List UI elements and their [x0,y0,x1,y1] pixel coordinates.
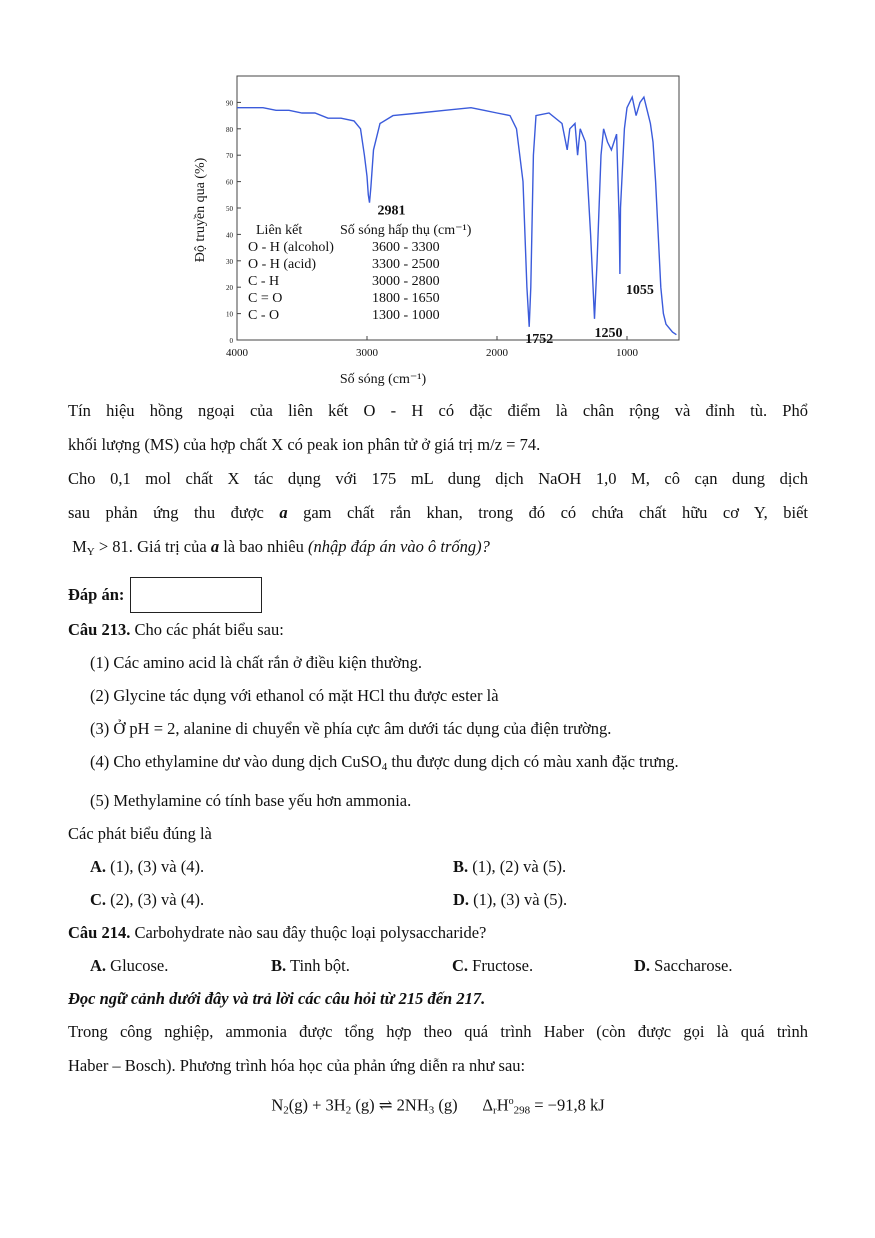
peak-label-2981: 2981 [377,203,406,219]
y-tick-label: 40 [226,231,233,240]
peak-label-1752: 1752 [525,331,554,347]
paragraph-reaction-2 [68,496,808,530]
variable-a: a [210,537,220,556]
y-tick-label: 60 [226,178,233,187]
x-tick-label: 1000 [616,347,638,359]
text-fragment: thu được dung dịch có màu xanh đặc trưng. [387,752,679,771]
option-d[interactable] [453,883,567,916]
text-fragment: là bao nhiêu [219,537,308,556]
statement-1: (1) Các amino acid là chất rắn ở điều kiện thường. [90,653,422,672]
option-c[interactable] [452,949,634,982]
x-axis-ticks [226,336,639,359]
option-key: D. [634,956,651,975]
answer-row [68,577,808,613]
enthalpy-temp: 298 [513,1104,531,1117]
peak-label-1250: 1250 [594,325,623,341]
text-fragment: gam chất rắn khan, trong đó có chứa chất hữu cơ Y, biết [303,503,808,522]
legend-row-4-bond: C = O [248,291,283,306]
legend-row-4-range: 1800 - 1650 [372,291,440,306]
legend-table [248,223,472,323]
enthalpy-standard: o [508,1096,514,1107]
option-b[interactable] [453,850,566,883]
question-213 [68,613,808,646]
question-213-options-row-1 [90,850,808,883]
document-body [68,394,808,1128]
text-fragment: Giá trị của [132,537,211,556]
formula-subscript: 4 [381,761,388,773]
option-key: B. [453,857,469,876]
option-a[interactable] [90,949,271,982]
eq-n2: N [271,1095,284,1115]
spectrum-line [237,97,676,335]
enthalpy-value: = −91,8 kJ [530,1095,605,1115]
option-key: B. [271,956,287,975]
option-text: Tinh bột. [286,956,350,975]
y-tick-label: 70 [226,152,233,161]
formula-cuso4: CuSO [341,752,382,771]
peak-label-1055: 1055 [625,283,654,298]
y-tick-label: 0 [229,337,233,345]
legend-row-2-range: 3300 - 2500 [372,257,440,272]
y-tick-label: 10 [226,310,233,319]
eq-sub: 2 [283,1104,289,1117]
context-heading: Đọc ngữ cảnh dưới đây và trả lời các câu hỏi từ 215 đến 217. [68,989,486,1008]
x-tick-label: 3000 [356,347,378,359]
option-text: (1), (2) và (5). [468,857,567,876]
legend-header-wavenumber: Số sóng hấp thụ (cm⁻¹) [340,223,472,238]
legend-row-2-bond: O - H (acid) [248,257,317,272]
paragraph-ms: khối lượng (MS) của hợp chất X có peak ion phân tử ở giá trị m/z = 74. [68,435,541,454]
eq-part: (g) [434,1095,458,1115]
option-text: Saccharose. [650,956,733,975]
enthalpy-h: H [496,1095,509,1115]
eq-part: (g) + 3H [288,1095,346,1115]
y-tick-label: 80 [226,125,233,134]
y-tick-label: 20 [226,284,233,293]
equilibrium-arrow-icon: ⇌ [378,1095,393,1115]
option-d[interactable] [634,949,733,982]
y-tick-label: 90 [226,99,233,108]
legend-row-3-bond: C - H [248,274,280,289]
x-axis-label: Số sóng (cm⁻¹) [339,372,427,387]
variable-a: a [279,503,288,522]
option-a[interactable] [90,850,453,883]
y-axis-ticks [226,99,241,345]
question-214-options [90,949,808,982]
context-paragraph-1: Trong công nghiệp, ammonia được tổng hợp theo quá trình Haber (còn được gọi là quá trình [68,1022,808,1041]
paragraph-reaction-1: Cho 0,1 mol chất X tác dụng với 175 mL dung dịch NaOH 1,0 M, cô cạn dung dịch [68,469,808,488]
statement-2: (2) Glycine tác dụng với ethanol có mặt HCl thu được ester là [90,686,499,705]
option-b[interactable] [271,949,452,982]
molar-mass-subscript: Y [86,546,95,558]
y-tick-label: 50 [226,205,233,213]
option-text: (1), (3) và (4). [106,857,205,876]
option-key: A. [90,956,107,975]
legend-row-1-bond: O - H (alcohol) [248,240,334,255]
option-text: Fructose. [468,956,534,975]
question-number: Câu 214. [68,923,131,942]
question-213-options-row-2 [90,883,808,916]
legend-row-5-range: 1300 - 1000 [372,308,440,323]
legend-header-bond: Liên kết [256,223,303,238]
question-number: Câu 213. [68,620,131,639]
legend-row-5-bond: C - O [248,308,280,323]
option-text: (2), (3) và (4). [106,890,205,909]
eq-nh3: 2NH [392,1095,429,1115]
question-214 [68,916,808,949]
option-key: C. [90,890,107,909]
text-fragment: sau phản ứng thu được [68,503,264,522]
statement-5: (5) Methylamine có tính base yếu hơn ammonia. [90,791,412,810]
x-tick-label: 4000 [226,347,248,359]
question-text: Cho các phát biểu sau: [130,620,284,639]
answer-input-box[interactable] [130,577,262,613]
option-c[interactable] [90,883,453,916]
statement-4 [90,745,808,784]
statement-3: (3) Ở pH = 2, alanine di chuyển về phía cực âm dưới tác dụng của điện trường. [90,719,612,738]
molar-mass-condition: > 81. [94,537,133,556]
option-text: (1), (3) và (5). [469,890,568,909]
text-fragment: (4) Cho ethylamine dư vào dung dịch [90,752,342,771]
eq-sub: 3 [428,1104,435,1117]
paragraph-question [68,530,808,569]
eq-part: (g) [351,1095,379,1115]
ir-spectrum-chart [180,70,700,390]
option-key: C. [452,956,469,975]
y-axis-label: Độ truyền qua (%) [193,157,208,263]
enthalpy-r: r [493,1104,497,1117]
option-key: A. [90,857,107,876]
enthalpy-delta: Δ [482,1095,494,1115]
answer-label: Đáp án: [68,585,125,604]
haber-equation [68,1085,808,1128]
legend-row-3-range: 3000 - 2800 [372,274,440,289]
legend-row-1-range: 3600 - 3300 [372,240,440,255]
question-text: Carbohydrate nào sau đây thuộc loại polysaccharide? [130,923,487,942]
context-paragraph-2: Haber – Bosch). Phương trình hóa học của phản ứng diễn ra như sau: [68,1056,526,1075]
option-text: Glucose. [106,956,169,975]
molar-mass-symbol: M [72,537,87,556]
chart-plot-frame [237,76,679,340]
x-tick-label: 2000 [486,347,508,359]
eq-sub: 2 [345,1104,352,1117]
y-tick-label: 30 [226,257,233,266]
question-213-prompt: Các phát biểu đúng là [68,824,212,843]
answer-hint: (nhập đáp án vào ô trống)? [307,537,490,556]
option-key: D. [453,890,470,909]
paragraph-ir-signal: Tín hiệu hồng ngoại của liên kết O - H có đặc điểm là chân rộng và đỉnh tù. Phổ [68,401,808,420]
